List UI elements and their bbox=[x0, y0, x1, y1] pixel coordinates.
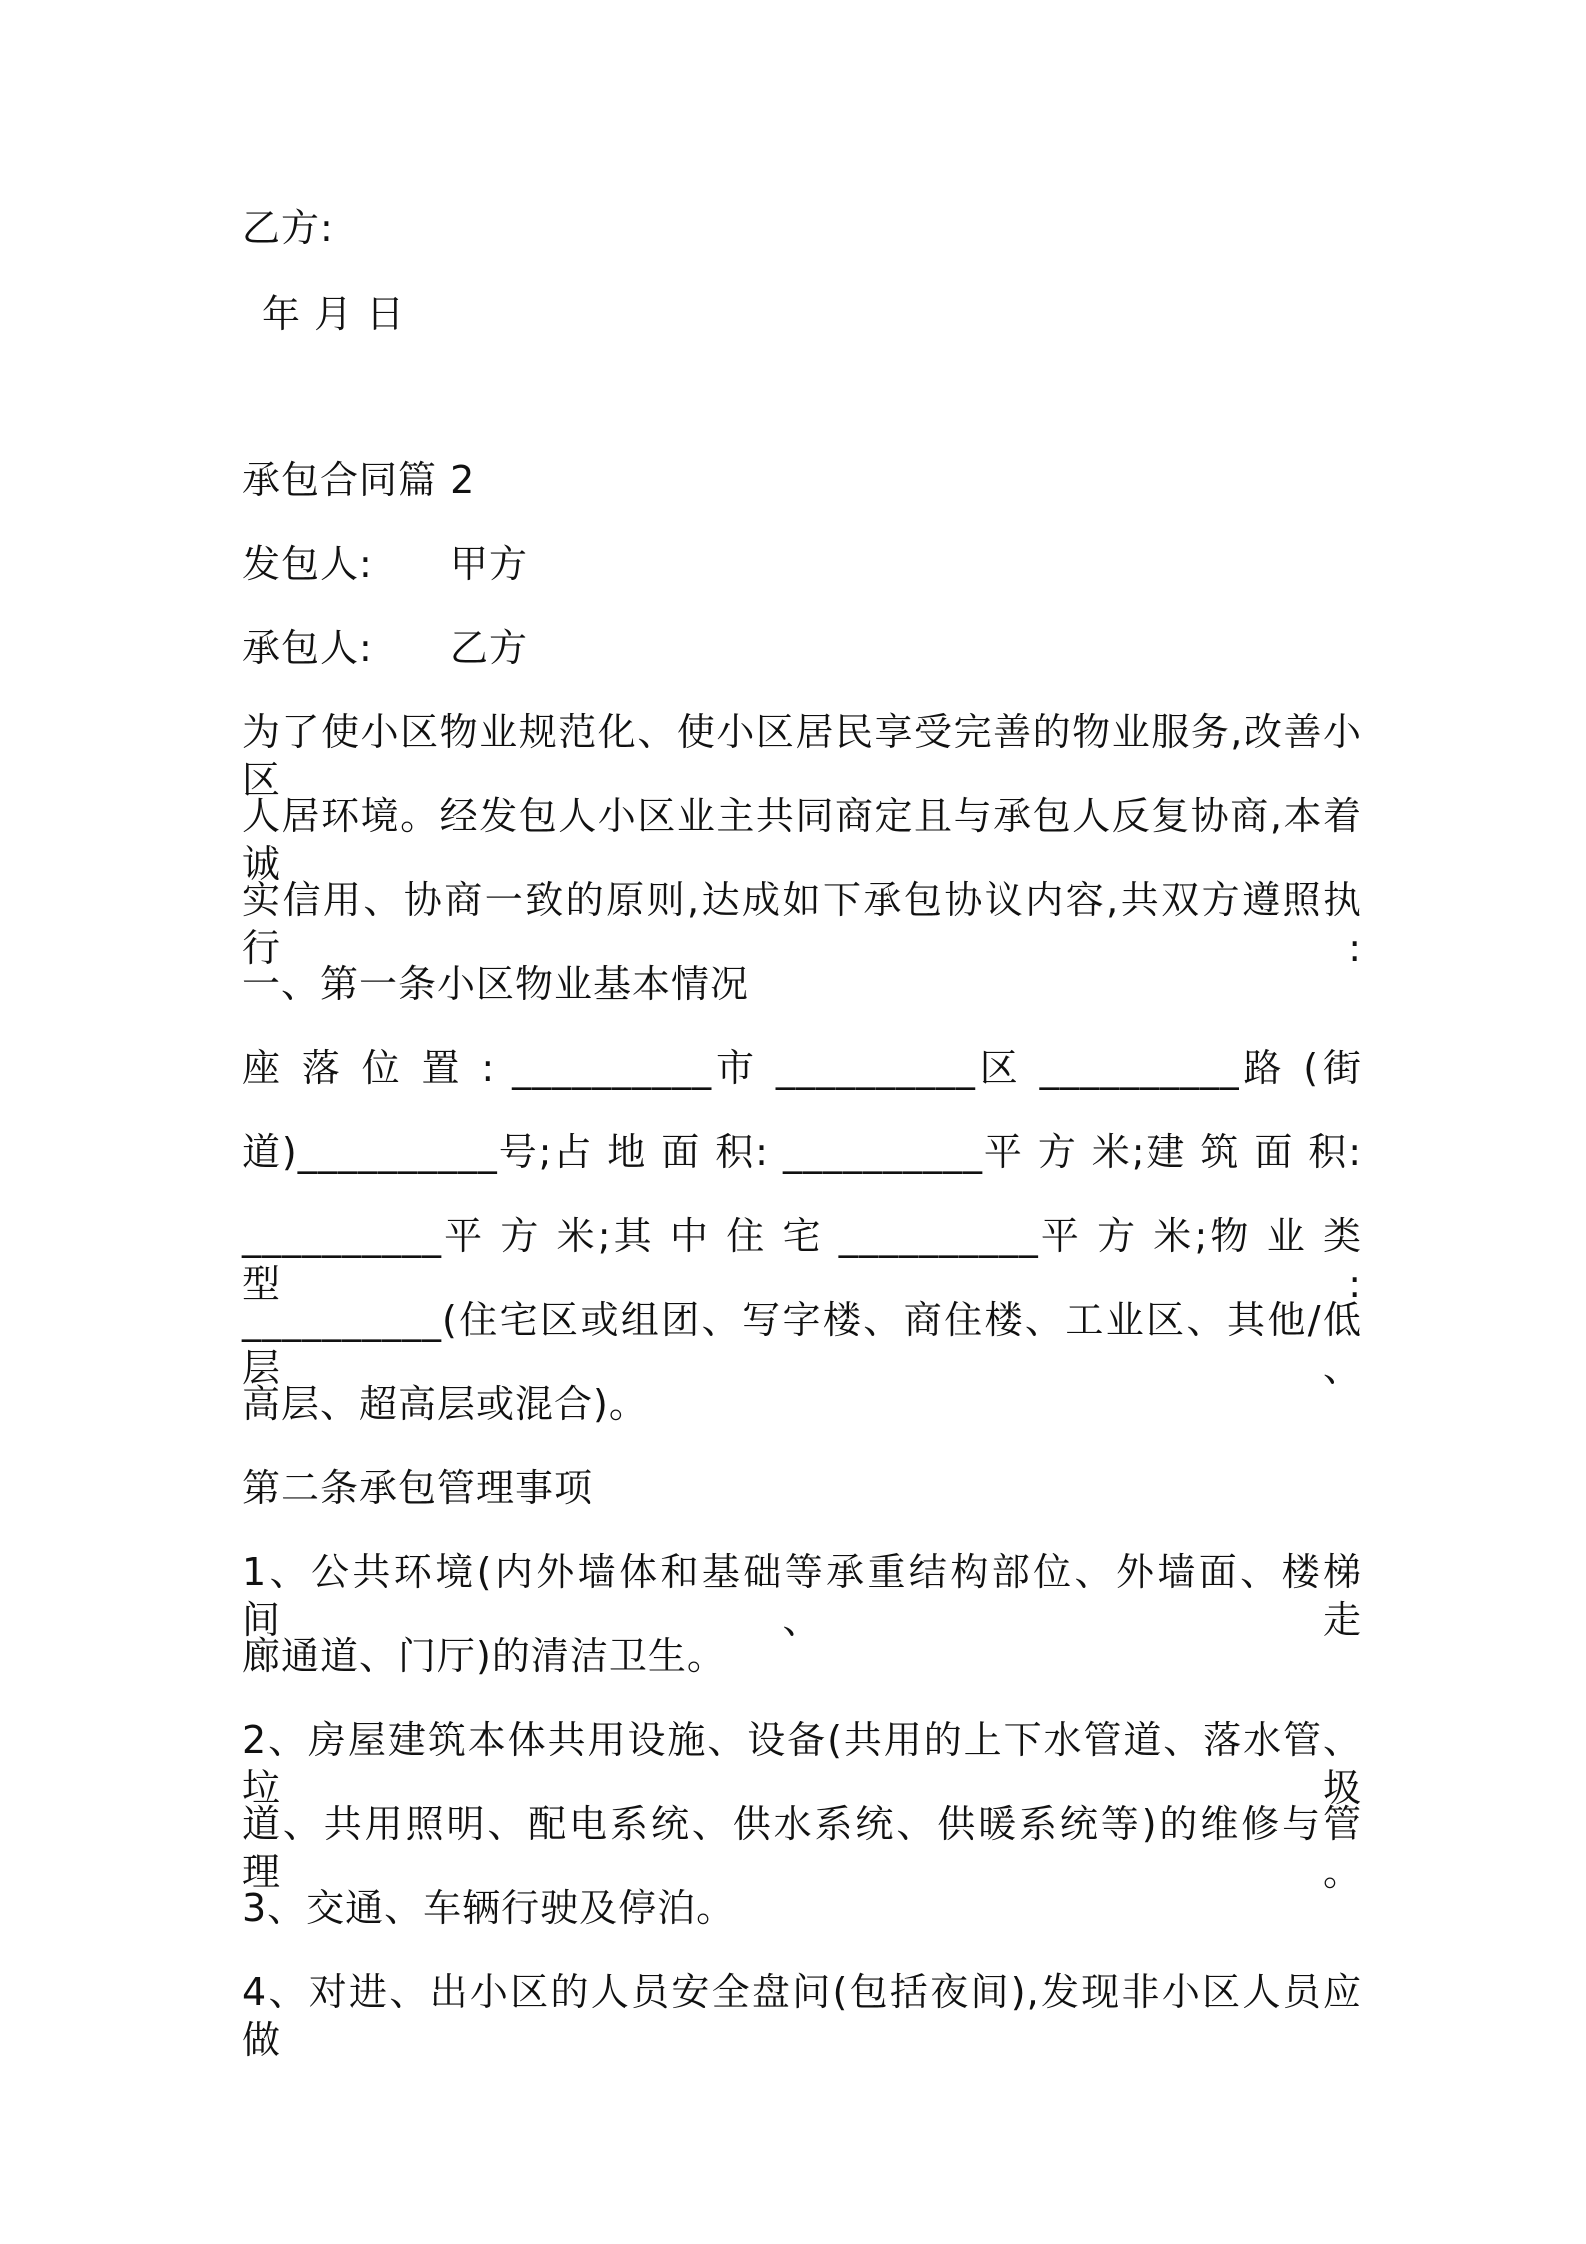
contractor-value: 乙方 bbox=[450, 626, 529, 670]
article-1-line-5: 高层、超高层或混合)。 bbox=[242, 1382, 648, 1426]
article-2-line-3: 2、房屋建筑本体共用设施、设备(共用的上下水管道、落水管、垃圾 bbox=[242, 1718, 1362, 1810]
contractor-label: 承包人: bbox=[242, 626, 373, 670]
article-2-line-4: 道、共用照明、配电系统、供水系统、供暖系统等)的维修与管理。 bbox=[242, 1802, 1362, 1894]
article-1-line-1: 座 落 位 置 : __________市 __________区 __________路 (街 bbox=[242, 1046, 1362, 1090]
intro-line-2: 人居环境。经发包人小区业主共同商定且与承包人反复协商,本着诚 bbox=[242, 794, 1362, 886]
article-2-title: 第二条承包管理事项 bbox=[242, 1466, 594, 1510]
article-1-title: 一、第一条小区物业基本情况 bbox=[242, 962, 750, 1006]
article-1-line-3: __________平 方 米;其 中 住 宅 __________平 方 米;物 业 类 型: bbox=[242, 1214, 1362, 1306]
article-2-line-5: 3、交通、车辆行驶及停泊。 bbox=[242, 1886, 736, 1930]
issuer-label: 发包人: bbox=[242, 542, 373, 586]
article-1-line-4: __________(住宅区或组团、写字楼、商住楼、工业区、其他/低层、 bbox=[242, 1298, 1362, 1390]
article-1-line-2: 道)__________号;占 地 面 积: __________平 方 米;建 筑 面 积: bbox=[242, 1130, 1362, 1174]
intro-line-3: 实信用、协商一致的原则,达成如下承包协议内容,共双方遵照执行: bbox=[242, 878, 1362, 970]
contractor-row bbox=[242, 624, 1362, 672]
signature-date: 年 月 日 bbox=[262, 292, 406, 336]
intro-line-1: 为了使小区物业规范化、使小区居民享受完善的物业服务,改善小区 bbox=[242, 710, 1362, 802]
party-b-signature-label: 乙方: bbox=[242, 206, 334, 250]
article-2-line-1: 1、公共环境(内外墙体和基础等承重结构部位、外墙面、楼梯间、走 bbox=[242, 1550, 1362, 1642]
article-2-line-2: 廊通道、门厅)的清洁卫生。 bbox=[242, 1634, 726, 1678]
issuer-value: 甲方 bbox=[450, 542, 529, 586]
article-2-line-6: 4、对进、出小区的人员安全盘问(包括夜间),发现非小区人员应做 bbox=[242, 1970, 1362, 2062]
issuer-row bbox=[242, 540, 1362, 588]
section-title: 承包合同篇 2 bbox=[242, 458, 476, 502]
